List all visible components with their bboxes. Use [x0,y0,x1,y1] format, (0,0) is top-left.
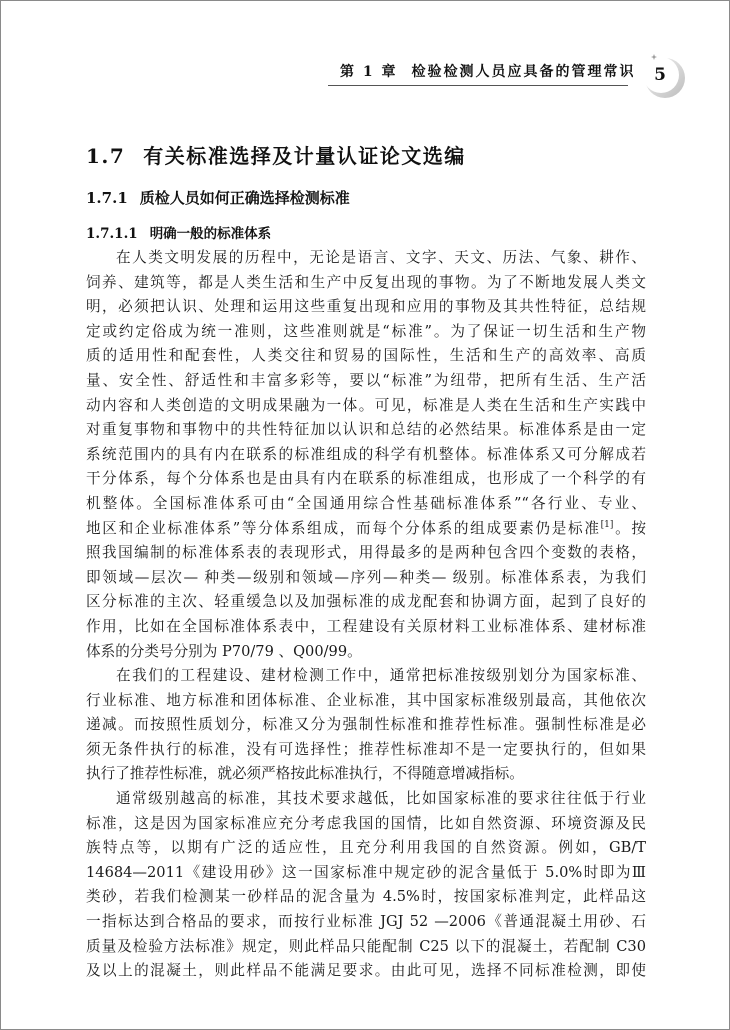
text-line: 动内容和人类创造的文明成果融为一体。可见，标准是人类在生活和生产实践中 [86,396,646,414]
text-line: 标准，这是因为国家标准应充分考虑我国的国情，比如自然资源、环境资源及民 [86,814,646,832]
text-line: 质量及检验方法标准》规定，则此样品只能配制 C25 以下的混凝土，若配制 C30 [86,937,646,955]
header-rule [328,85,628,86]
text-line: 在我们的工程建设、建材检测工作中，通常把标准按级别划分为国家标准、 [116,667,646,685]
text-line: 递减。而按照性质划分，标准又分为强制性标准和推荐性标准。强制性标准是必 [86,716,646,734]
text-line: 14684—2011《建设用砂》这一国家标准中规定砂的泥含量低于 5.0%时即为Ⅲ [86,863,646,881]
text-line: 照我国编制的标准体系表的表现形式，用得最多的是两种包含四个变数的表格， [86,544,646,562]
chapter-title: 检验检测人员应具备的管理常识 [411,64,636,80]
text-line: 量、安全性、舒适性和丰富多彩等，要以“标准”为纽带，把所有生活、生产活 [86,371,646,389]
page-number: 5 [654,65,666,85]
text-line: 对重复事物和事物中的共性特征加以认识和总结的必然结果。标准体系是由一定 [86,421,646,439]
page-content [86,140,646,984]
section-title: 有关标准选择及计量认证论文选编 [143,144,466,168]
subsection-title: 质检人员如何正确选择检测标准 [139,189,350,207]
text-line: 行业标准、地方标准和团体标准、企业标准，其中国家标准级别最高，其他依次 [86,691,646,709]
text-line: 一指标达到合格品的要求，而按行业标准 JGJ 52 —2006《普通混凝土用砂、石 [86,913,646,931]
subsection-number: 1.7.1 [86,189,128,207]
text-line: 区分标准的主次、轻重缓急以及加强标准的成龙配套和协调方面，起到了良好的 [86,593,646,611]
text-line: 通常级别越高的标准，其技术要求越低，比如国家标准的要求往往低于行业 [116,790,646,808]
section-heading [86,140,646,172]
text-line: 及以上的混凝土，则此样品不能满足要求。由此可见，选择不同标准检测，即使 [86,962,646,980]
text-line: 机整体。全国标准体系可由“全国通用综合性基础标准体系”“各行业、专业、 [86,494,646,512]
text-segment: 地区和企业标准体系”等分体系组成，而每个分体系的组成要素仍是标准 [86,519,601,537]
text-segment: 。按 [613,519,646,537]
text-line: 执行了推荐性标准，就必须严格按此标准执行，不得随意增减指标。 [86,765,524,783]
subsubsection-title: 明确一般的标准体系 [149,226,272,242]
text-line: 须无条件执行的标准，没有可选择性；推荐性标准却不是一定要执行的，但如果 [86,740,646,758]
text-line: 族特点等，以期有广泛的适应性，且充分利用我国的自然资源。例如，GB/T [86,839,646,857]
text-line: 质的适用性和配套性，人类交往和贸易的国际性，生活和生产的高效率、高质 [86,347,646,365]
text-line: 在人类文明发展的历程中，无论是语言、文字、天文、历法、气象、耕作、 [116,249,646,266]
subsection-heading [86,186,646,210]
text-line: 即领域—层次— 种类—级别和领域—序列—种类— 级别。标准体系表，为我们 [86,568,646,586]
section-number: 1.7 [86,144,126,168]
text-line: 定或约定俗成为统一准则，这些准则就是“标准”。为了保证一切生活和生产物 [86,322,646,340]
subsubsection-number: 1.7.1.1 [86,226,138,242]
text-line: 饲养、建筑等，都是人类生活和生产中反复出现的事物。为了不断地发展人类文 [86,273,646,291]
citation-reference[interactable]: [1] [600,519,614,530]
subsubsection-heading [86,224,646,244]
text-line: 作用，比如在全国标准体系表中，工程建设有关原材料工业标准体系、建材标准 [86,617,646,635]
text-line: 体系的分类号分别为 P70/79 、Q00/99。 [86,642,362,660]
chapter-label: 第 1 章 [340,64,398,80]
running-header [340,60,636,84]
text-line: 类砂，若我们检测某一砂样品的泥含量为 4.5%时，按国家标准判定，此样品这 [86,888,646,906]
page-header [328,52,698,100]
text-line: 明，必须把认识、处理和运用这些重复出现和应用的事物及其共性特征，总结规 [86,298,646,316]
text-line-with-citation [86,517,646,542]
text-line: 系统范围内的具有内在联系的标准组成的科学有机整体。标准体系又可分解成若 [86,445,646,463]
text-line: 干分体系，每个分体系也是由具有内在联系的标准组成，也形成了一个科学的有 [86,470,646,488]
body-text [86,246,646,984]
